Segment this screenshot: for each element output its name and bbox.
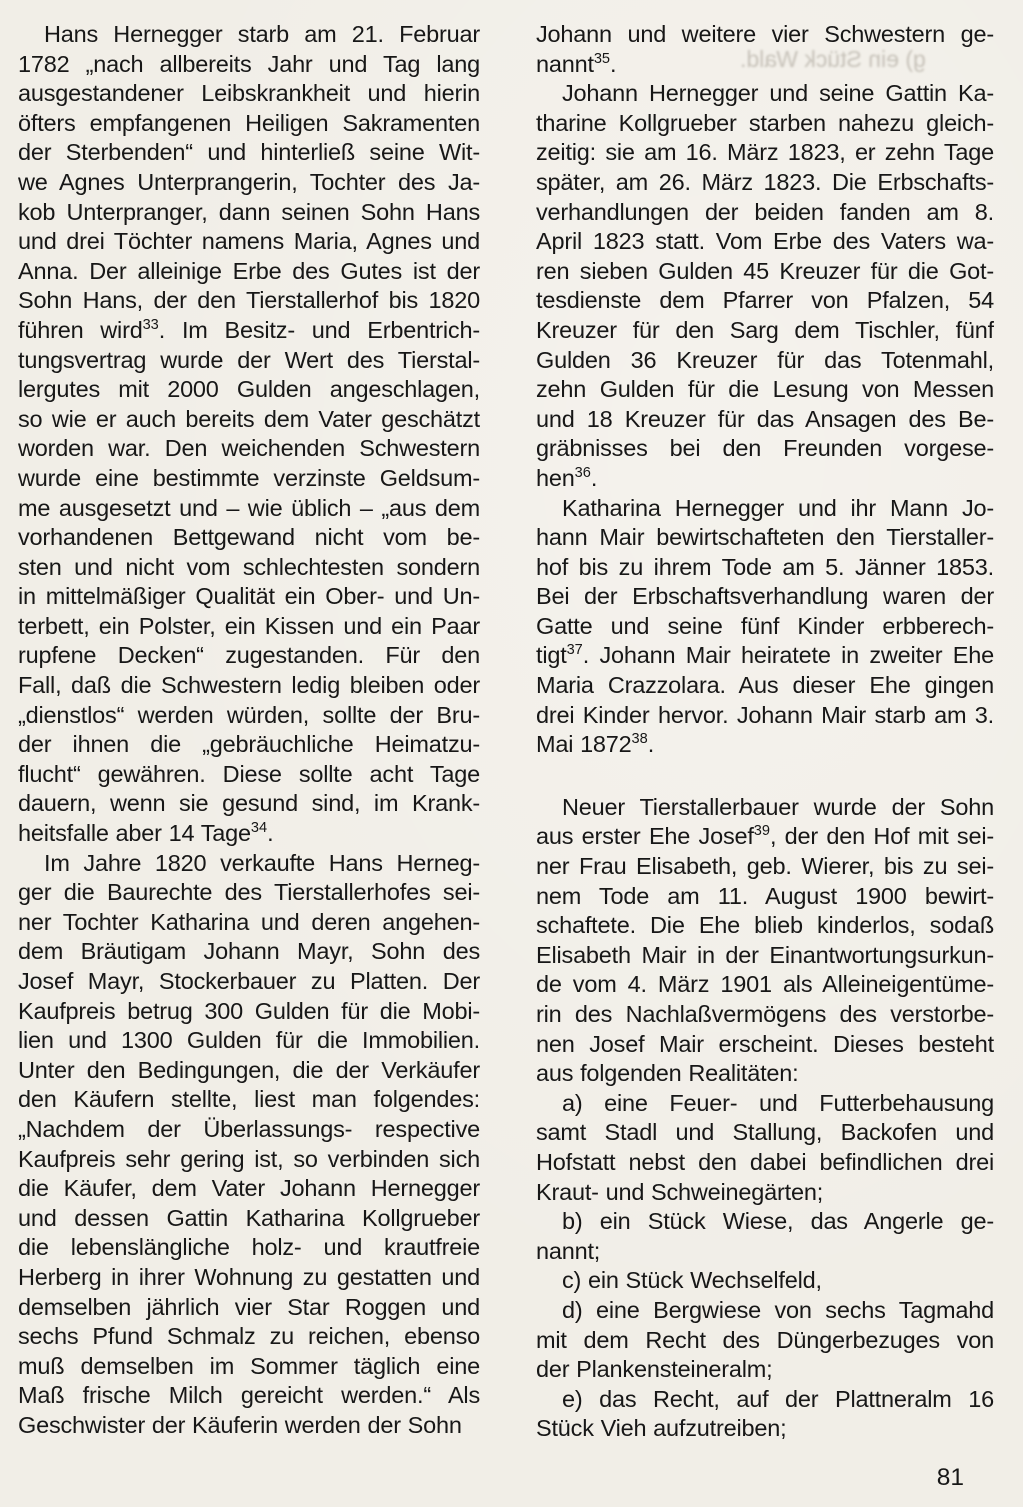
text-line: lien und 1300 Gulden für die Immobilien. — [18, 1027, 480, 1054]
text-line: sechs Pfund Schmalz zu reichen, ebenso — [18, 1323, 480, 1350]
paragraph — [536, 1296, 994, 1385]
text-line: Herberg in ihrer Wohnung zu gestatten und — [18, 1263, 480, 1290]
paragraph — [18, 20, 480, 849]
text-line: Elisabeth Mair in der Einantwortungsurkun- — [536, 941, 994, 968]
text-line: „dienstlos“ werden würden, sollte der Bru- — [18, 701, 480, 728]
paragraph — [536, 1266, 994, 1296]
paragraph — [536, 1207, 994, 1266]
text-line: nen Josef Mair erscheint. Dieses besteht — [536, 1030, 994, 1057]
text-line: Anna. Der alleinige Erbe des Gutes ist der — [18, 257, 480, 284]
text-line: Sohn Hans, der den Tierstallerhof bis 1820 — [18, 287, 480, 314]
text-line: Johann und weitere vier Schwestern ge- — [536, 21, 994, 47]
paragraph — [536, 79, 994, 493]
text-line: zeitig: sie am 16. März 1823, er zehn Tage — [536, 139, 994, 166]
paragraph — [536, 793, 994, 1089]
text-line: nannt$^{35}$. — [536, 50, 617, 77]
text-line: Kraut- und Schweinegärten; — [536, 1178, 824, 1205]
text-line: Johann Hernegger und seine Gattin Ka- — [562, 80, 994, 107]
text-line: heitsfalle aber 14 Tage$^{34}$. — [18, 820, 274, 847]
text-line: gräbnisses bei den Freunden vorgese- — [536, 435, 994, 462]
text-line: e) das Recht, auf der Plattneralm 16 — [562, 1385, 994, 1412]
text-line: öfters empfangenen Heiligen Sakramenten — [18, 109, 480, 136]
text-line: verhandlungen der beiden fanden am 8. — [536, 198, 994, 225]
text-line: hann Mair bewirtschafteten den Tierstaller- — [536, 524, 994, 551]
text-line: Katharina Hernegger und ihr Mann Jo- — [562, 494, 994, 521]
text-line: und 18 Kreuzer für das Ansagen des Be- — [536, 405, 994, 432]
text-line: aus erster Ehe Josef$^{39}$, der den Hof mit sei- — [536, 823, 994, 850]
text-line: tigt$^{37}$. Johann Mair heiratete in zweiter Ehe — [536, 642, 994, 669]
show-through-text: g) ein Stück Wald. — [740, 46, 926, 72]
paragraph — [536, 494, 994, 760]
text-line: samt Stadl und Stallung, Backofen und — [536, 1119, 994, 1146]
text-line: tungsvertrag wurde der Wert des Tierstal- — [18, 346, 480, 373]
text-line: Kaufpreis betrug 300 Gulden für die Mobi- — [18, 997, 480, 1024]
text-line: in mittelmäßiger Qualität ein Ober- und Un- — [18, 583, 480, 610]
text-line: ren sieben Gulden 45 Kreuzer für die Got- — [536, 257, 994, 284]
text-line: tesdienste dem Pfarrer von Pfalzen, 54 — [536, 287, 994, 314]
text-line: „Nachdem der Überlassungs- respective — [18, 1115, 480, 1142]
paragraph — [18, 849, 480, 1441]
text-line: der Plankensteineralm; — [536, 1356, 773, 1383]
text-line: Maria Crazzolara. Aus dieser Ehe gingen — [536, 672, 994, 699]
text-line: Gatte und seine fünf Kinder erbberech- — [536, 612, 994, 639]
text-line: c) ein Stück Wechselfeld, — [562, 1267, 822, 1294]
text-line: 1782 „nach allbereits Jahr und Tag lang — [18, 50, 480, 77]
text-line: der Sterbenden“ und hinterließ seine Wit- — [18, 139, 480, 166]
text-line: nannt; — [536, 1237, 601, 1264]
text-line: aus folgenden Realitäten: — [536, 1060, 799, 1087]
text-line: kob Unterpranger, dann seinen Sohn Hans — [18, 198, 480, 225]
text-line: tharine Kollgrueber starben nahezu gleich- — [536, 109, 994, 136]
text-line: die lebenslängliche holz- und krautfreie — [18, 1234, 480, 1261]
text-line: rin des Nachlaßvermögens des verstorbe- — [536, 1001, 994, 1027]
text-line: mit dem Recht des Düngerbezuges von — [536, 1326, 994, 1353]
text-line: schaftete. Die Ehe blieb kinderlos, sodaß — [536, 912, 994, 939]
text-line: Maß frische Milch gereicht werden.“ Als — [18, 1382, 480, 1409]
text-line: ger die Baurechte des Tierstallerhofes sei- — [18, 879, 480, 906]
text-line: der ihnen die „gebräuchliche Heimatzu- — [18, 731, 480, 758]
text-line: und drei Töchter namens Maria, Agnes und — [18, 228, 480, 255]
text-line: Hans Hernegger starb am 21. Februar — [44, 21, 480, 47]
text-line: führen wird$^{33}$. Im Besitz- und Erbentrich- — [18, 316, 480, 343]
paragraph — [536, 1385, 994, 1444]
text-line: Neuer Tierstallerbauer wurde der Sohn — [562, 793, 994, 820]
text-line: me ausgesetzt und – wie üblich – „aus dem — [18, 494, 480, 521]
text-line: Bei der Erbschaftsverhandlung waren der — [536, 583, 994, 610]
text-line: wurde eine bestimmte verzinste Geldsum- — [18, 464, 480, 491]
text-line: später, am 26. März 1823. Die Erbschafts- — [536, 168, 994, 195]
text-line: die Käufer, dem Vater Johann Hernegger — [18, 1175, 480, 1202]
text-line: ner Frau Elisabeth, geb. Wierer, bis zu sei- — [536, 853, 994, 880]
text-line: April 1823 statt. Vom Erbe des Vaters wa- — [536, 228, 994, 255]
text-line: Kaufpreis sehr gering ist, so verbinden sich — [18, 1145, 480, 1172]
text-line: b) ein Stück Wiese, das Angerle ge- — [562, 1208, 994, 1235]
text-line: Stück Vieh aufzutreiben; — [536, 1415, 787, 1442]
text-line: zehn Gulden für die Lesung von Messen — [536, 376, 994, 403]
text-line: Geschwister der Käuferin werden der Sohn — [18, 1411, 462, 1438]
text-line: flucht“ gewähren. Diese sollte acht Tage — [18, 760, 480, 787]
text-line: lergutes mit 2000 Gulden angeschlagen, — [18, 376, 480, 403]
text-line: so wie er auch bereits dem Vater geschätzt — [18, 405, 480, 432]
page-number: 81 — [936, 1464, 964, 1491]
text-line: dem Bräutigam Johann Mayr, Sohn des — [18, 938, 480, 965]
text-column-left — [18, 20, 480, 1441]
text-line: demselben jährlich vier Star Roggen und — [18, 1293, 480, 1320]
text-line: de vom 4. März 1901 als Alleineigentüme- — [536, 971, 994, 998]
text-line: Josef Mayr, Stockerbauer zu Platten. Der — [18, 968, 480, 994]
text-line: ner Tochter Katharina und deren angehen- — [18, 908, 480, 935]
text-line: Mai 1872$^{38}$. — [536, 731, 655, 758]
text-line: und dessen Gattin Katharina Kollgrueber — [18, 1204, 480, 1231]
text-line: hen$^{36}$. — [536, 464, 598, 491]
text-line: nem Tode am 11. August 1900 bewirt- — [536, 882, 994, 909]
text-line: muß demselben im Sommer täglich eine — [18, 1352, 480, 1379]
text-line: d) eine Bergwiese von sechs Tagmahd — [562, 1296, 994, 1323]
text-line: Hofstatt nebst den dabei befindlichen drei — [536, 1148, 994, 1175]
paragraph — [536, 1089, 994, 1207]
text-line: den Käufern stellte, liest man folgendes: — [18, 1086, 480, 1113]
text-line: worden war. Den weichenden Schwestern — [18, 435, 480, 462]
text-line: rupfene Decken“ zugestanden. Für den — [18, 642, 480, 669]
text-line: sten und nicht vom schlechtesten sondern — [18, 553, 480, 580]
text-line: Im Jahre 1820 verkaufte Hans Herneg- — [44, 849, 480, 876]
text-line: Gulden 36 Kreuzer für das Totenmahl, — [536, 346, 994, 373]
text-line: we Agnes Unterprangerin, Tochter des Ja- — [18, 168, 480, 195]
text-line: ausgestandener Leibskrankheit und hierin — [18, 80, 480, 107]
text-line: Kreuzer für den Sarg dem Tischler, fünf — [536, 316, 994, 343]
text-line: a) eine Feuer- und Futterbehausung — [562, 1089, 994, 1116]
text-line: Unter den Bedingungen, die der Verkäufer — [18, 1056, 480, 1083]
text-line: drei Kinder hervor. Johann Mair starb am 3. — [536, 701, 994, 728]
text-line: terbett, ein Polster, ein Kissen und ein Paar — [18, 612, 480, 639]
text-column-right — [536, 20, 994, 1444]
text-line: dauern, wenn sie gesund sind, im Krank- — [18, 790, 480, 817]
text-line: Fall, daß die Schwestern ledig bleiben oder — [18, 672, 480, 699]
text-line: hof bis zu ihrem Tode am 5. Jänner 1853. — [536, 553, 994, 580]
paragraph — [536, 20, 994, 79]
text-line: vorhandenen Bettgewand nicht vom be- — [18, 524, 480, 551]
